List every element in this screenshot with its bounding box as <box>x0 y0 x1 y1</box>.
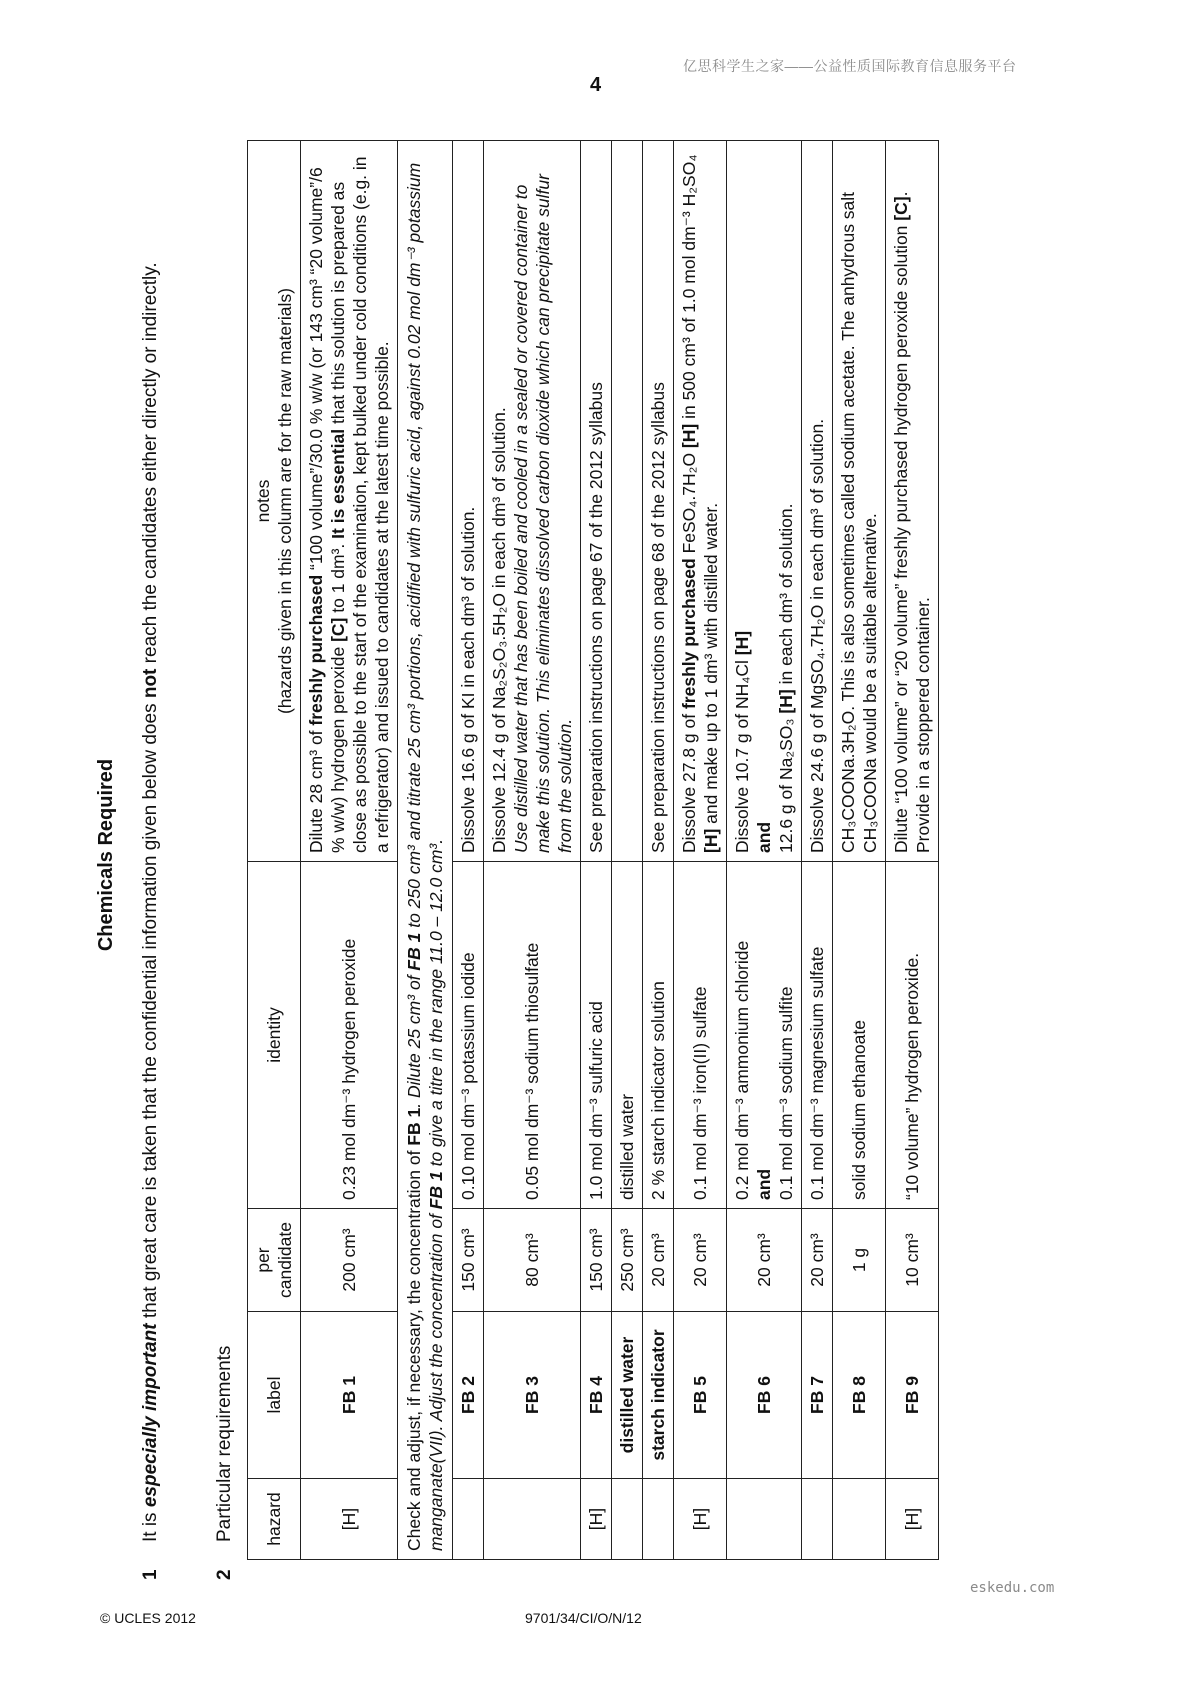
per-candidate-cell: 200 cm³ <box>301 1209 398 1312</box>
text-run: in each dm³ of solution. <box>776 503 796 690</box>
page-title: Chemicals Required <box>95 758 117 952</box>
header-notes-sub: (hazards given in this column are for the raw materials) <box>275 288 295 715</box>
notes-cell <box>484 141 581 862</box>
check-adjust-cell <box>398 141 453 1560</box>
label-cell: FB 5 <box>674 1312 727 1479</box>
text-run: . Provide in a stoppered container. <box>891 191 933 853</box>
notes-cell: Dissolve 24.6 g of MgSO₄.7H₂O in each dm³ of solution. <box>802 141 833 862</box>
header-per-candidate: per candidate <box>248 1209 301 1312</box>
table-row <box>301 141 398 1560</box>
bold-run: [C] <box>328 617 348 642</box>
hazard-cell <box>833 1479 886 1560</box>
item-2-number: 2 <box>214 1569 235 1580</box>
identity-cell: “10 volume” hydrogen peroxide. <box>886 862 939 1209</box>
text-run: in 500 cm³ of 1.0 mol dm⁻³ H₂SO₄ <box>679 154 699 424</box>
hazard-cell <box>802 1479 833 1560</box>
text-run: 0.2 mol dm⁻³ ammonium chloride <box>732 940 752 1200</box>
text-run: to 1 dm³. <box>328 538 348 618</box>
bold-not: not <box>140 668 161 699</box>
label-cell: FB 9 <box>886 1312 939 1479</box>
hazard-cell: [H] <box>886 1479 939 1560</box>
per-candidate-cell: 1 g <box>833 1209 886 1312</box>
item-1-text <box>139 142 163 1542</box>
table-row-check-adjust <box>398 141 453 1560</box>
per-candidate-cell: 20 cm³ <box>674 1209 727 1312</box>
hazard-cell: [H] <box>674 1479 727 1560</box>
table-header-row <box>248 141 301 1560</box>
bold-run: and <box>754 821 774 853</box>
per-candidate-cell: 80 cm³ <box>484 1209 581 1312</box>
identity-cell: 1.0 mol dm⁻³ sulfuric acid <box>581 862 612 1209</box>
label-cell: FB 2 <box>453 1312 484 1479</box>
header-identity: identity <box>248 862 301 1209</box>
per-candidate-cell: 20 cm³ <box>727 1209 802 1312</box>
text-run: reach the candidates either directly or indirectly. <box>140 262 161 669</box>
notes-cell <box>886 141 939 862</box>
bold-run: freshly purchased <box>306 574 326 726</box>
hazard-cell <box>727 1479 802 1560</box>
identity-cell: 0.10 mol dm⁻³ potassium iodide <box>453 862 484 1209</box>
hazard-cell <box>643 1479 674 1560</box>
label-cell: starch indicator <box>643 1312 674 1479</box>
per-candidate-cell: 250 cm³ <box>612 1209 643 1312</box>
table-row <box>612 141 643 1560</box>
header-hazard: hazard <box>248 1479 301 1560</box>
table-row <box>484 141 581 1560</box>
notes-cell <box>727 141 802 862</box>
header-notes-title: notes <box>253 479 273 523</box>
footer-paper-code: 9701/34/CI/O/N/12 <box>525 1610 642 1626</box>
text-run: Dissolve 12.4 g of Na₂S₂O₃.5H₂O in each dm³ of solution. <box>489 407 509 853</box>
footer-copyright: © UCLES 2012 <box>100 1610 196 1626</box>
identity-cell: distilled water <box>612 862 643 1209</box>
chemicals-table <box>247 140 939 1560</box>
hazard-cell <box>484 1479 581 1560</box>
notes-cell <box>301 141 398 862</box>
label-cell: FB 1 <box>301 1312 398 1479</box>
text-run: Dissolve 10.7 g of NH₄Cl <box>732 655 752 853</box>
hazard-cell: [H] <box>301 1479 398 1560</box>
text-run: to 250 cm³ and titrate 25 cm³ portions, acidified with sulfuric acid, against 0.02 mol dm⁻³ potassium manganate(VII). Adjust the concentration of <box>404 162 446 1551</box>
site-watermark: eskedu.com <box>970 1580 1055 1596</box>
bold-run: freshly purchased <box>679 558 699 710</box>
table-row <box>643 141 674 1560</box>
bold-run: [H] <box>701 828 721 853</box>
identity-cell <box>727 862 802 1209</box>
label-cell: FB 4 <box>581 1312 612 1479</box>
bold-run: [H] <box>732 630 752 656</box>
notes-cell: See preparation instructions on page 67 of the 2012 syllabus <box>581 141 612 862</box>
text-run: and make up to 1 dm³ with distilled water. <box>701 502 721 829</box>
identity-cell: 0.23 mol dm⁻³ hydrogen peroxide <box>301 862 398 1209</box>
text-run: 0.1 mol dm⁻³ sodium sulfite <box>776 986 796 1200</box>
label-cell: distilled water <box>612 1312 643 1479</box>
bold-run: FB 1 <box>426 1171 446 1210</box>
text-run: . Dilute 25 cm³ of <box>404 970 424 1108</box>
notes-cell <box>612 141 643 862</box>
per-candidate-cell: 20 cm³ <box>802 1209 833 1312</box>
text-run: Check and adjust, if necessary, the concentration of <box>404 1145 424 1551</box>
identity-cell: 2 % starch indicator solution <box>643 862 674 1209</box>
bold-run: [C] <box>891 196 911 221</box>
label-cell: FB 6 <box>727 1312 802 1479</box>
bold-run: and <box>754 1168 774 1200</box>
per-candidate-cell: 10 cm³ <box>886 1209 939 1312</box>
label-cell: FB 8 <box>833 1312 886 1479</box>
text-run: It is <box>140 1507 161 1542</box>
notes-cell: CH₃COONa.3H₂O. This is also sometimes called sodium acetate. The anhydrous salt CH₃COONa would be a suitable alternative. <box>833 141 886 862</box>
bold-run: FB 1 <box>404 932 424 971</box>
bold-run: [H] <box>776 689 796 714</box>
table-row <box>886 141 939 1560</box>
text-run: “100 volume”/30.0 % w/w (or 143 cm³ “20 volume”/6 % w/w) hydrogen peroxide <box>306 167 348 853</box>
label-cell: FB 3 <box>484 1312 581 1479</box>
hazard-cell <box>612 1479 643 1560</box>
item-2-text: Particular requirements <box>214 1345 235 1542</box>
per-candidate-cell: 150 cm³ <box>453 1209 484 1312</box>
text-run: Dissolve 27.8 g of <box>679 709 699 853</box>
notes-cell: Dissolve 16.6 g of KI in each dm³ of solution. <box>453 141 484 862</box>
identity-cell: 0.1 mol dm⁻³ iron(II) sulfate <box>674 862 727 1209</box>
identity-cell: 0.1 mol dm⁻³ magnesium sulfate <box>802 862 833 1209</box>
watermark-text: 亿思科学生之家——公益性质国际教育信息服务平台 <box>683 58 1017 74</box>
notes-cell: See preparation instructions on page 68 of the 2012 syllabus <box>643 141 674 862</box>
identity-cell: solid sodium ethanoate <box>833 862 886 1209</box>
page-number: 4 <box>590 74 602 96</box>
item-1-number: 1 <box>140 1569 161 1580</box>
header-notes <box>248 141 301 862</box>
table-row <box>833 141 886 1560</box>
identity-cell: 0.05 mol dm⁻³ sodium thiosulfate <box>484 862 581 1209</box>
hazard-cell <box>453 1479 484 1560</box>
notes-cell <box>674 141 727 862</box>
italic-run: Use distilled water that has been boiled and cooled in a sealed or covered container to make this solution. This eliminates dissolved carbon dioxide which can precipitate sulfur from the solution. <box>511 174 575 853</box>
text-run: that this solution is prepared as close as possible to the start of the examination, kept bulked under cold conditions (e.g. in a refrigerator) and issued to candidates at the latest time possible. <box>328 156 392 853</box>
per-candidate-cell: 20 cm³ <box>643 1209 674 1312</box>
table-row <box>581 141 612 1560</box>
header-label: label <box>248 1312 301 1479</box>
bold-run: It is essential <box>328 428 348 539</box>
text-run: Dilute 28 cm³ of <box>306 725 326 853</box>
per-candidate-cell: 150 cm³ <box>581 1209 612 1312</box>
table-row <box>453 141 484 1560</box>
rotated-page-content <box>95 130 1095 1580</box>
text-run: FeSO₄.7H₂O <box>679 448 699 559</box>
table-row <box>727 141 802 1560</box>
table-row <box>802 141 833 1560</box>
hazard-cell: [H] <box>581 1479 612 1560</box>
label-cell: FB 7 <box>802 1312 833 1479</box>
text-run: to give a titre in the range 11.0 – 12.0 cm³. <box>426 838 446 1172</box>
emphasis-text: especially important <box>140 1323 161 1508</box>
bold-run: [H] <box>679 423 699 449</box>
text-run: that great care is taken that the confidential information given below does <box>140 698 161 1324</box>
table-row <box>674 141 727 1560</box>
text-run: 12.6 g of Na₂SO₃ <box>776 713 796 853</box>
text-run: Dilute “100 volume” or “20 volume” freshly purchased hydrogen peroxide solution <box>891 220 911 853</box>
bold-run: FB 1 <box>404 1107 424 1146</box>
